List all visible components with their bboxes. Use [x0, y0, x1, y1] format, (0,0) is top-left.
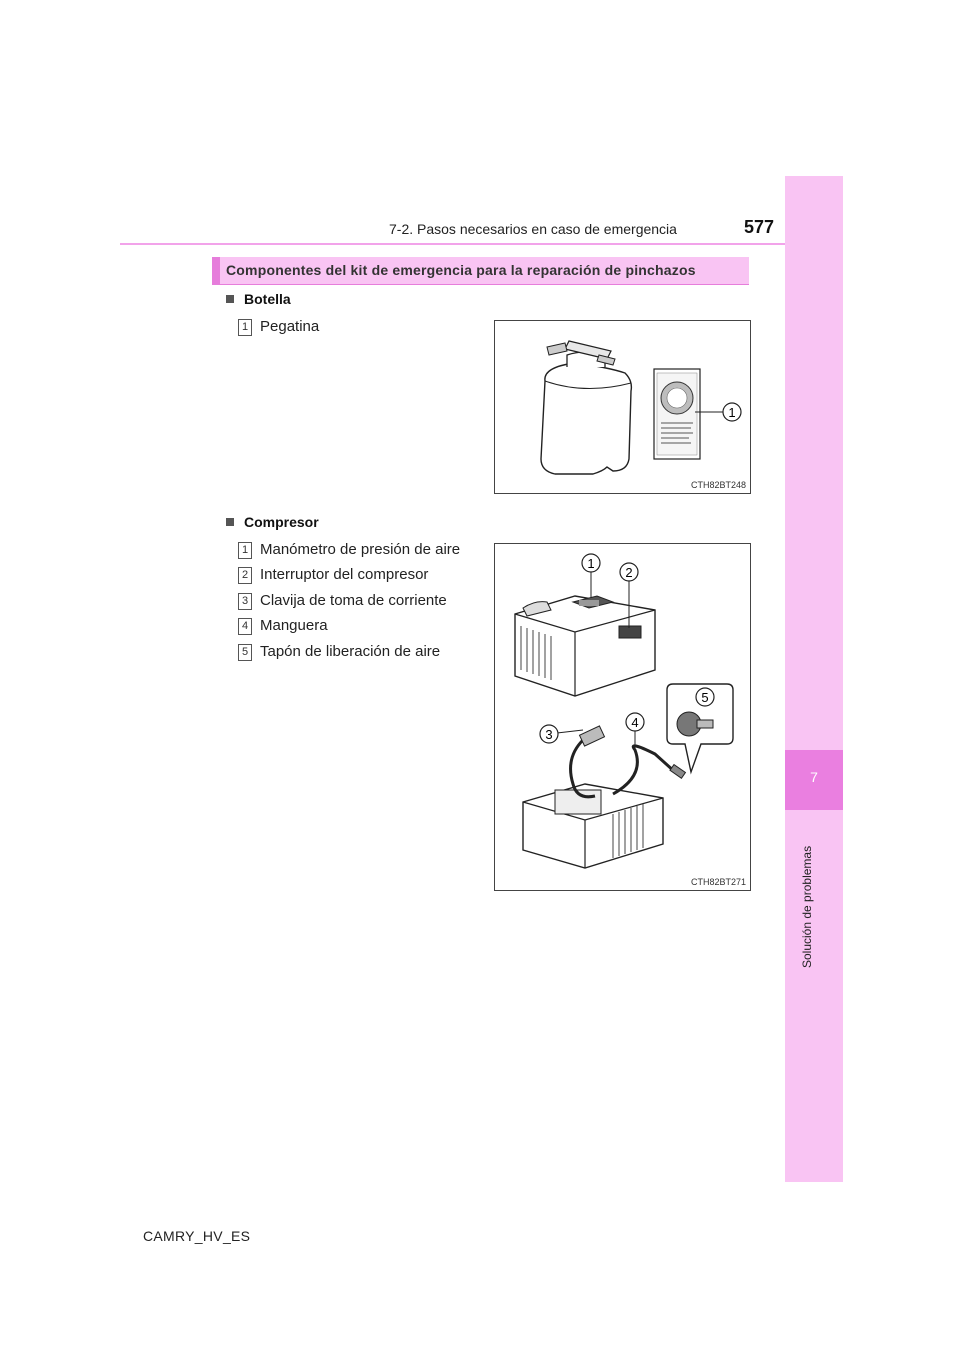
- figure-callout: 3: [545, 727, 553, 742]
- item-label: Clavija de toma de corriente: [260, 592, 447, 609]
- square-bullet-icon: [226, 518, 234, 526]
- item-number: 1: [238, 319, 252, 336]
- compressor-heading: [226, 514, 319, 530]
- bottle-heading: [226, 291, 291, 307]
- square-bullet-icon: [226, 295, 234, 303]
- figure-callout: 1: [728, 405, 736, 420]
- bottle-illustration: [495, 321, 750, 493]
- figure-callout: 1: [587, 556, 595, 571]
- header-divider: [120, 243, 785, 245]
- item-number: 3: [238, 593, 252, 610]
- chapter-tab: [785, 176, 843, 1182]
- item-label: Pegatina: [260, 318, 320, 335]
- bottle-heading-text: Botella: [244, 291, 291, 307]
- section-heading: Componentes del kit de emergencia para la reparación de pinchazos: [226, 262, 696, 278]
- compressor-item-4: [238, 617, 328, 635]
- chapter-number: 7: [810, 769, 818, 785]
- item-label: Interruptor del compresor: [260, 566, 429, 583]
- item-label: Manómetro de presión de aire: [260, 541, 461, 558]
- bottle-figure: [494, 320, 751, 494]
- footer-model-code: CAMRY_HV_ES: [143, 1228, 251, 1244]
- compressor-item-5: [238, 643, 440, 661]
- figure-code: CTH82BT271: [690, 877, 746, 887]
- figure-callout: 5: [701, 690, 709, 705]
- compressor-illustration: [495, 544, 750, 890]
- compressor-item-2: [238, 566, 428, 584]
- page-number: 577: [744, 217, 775, 237]
- item-label: Tapón de liberación de aire: [260, 643, 441, 660]
- figure-code: CTH82BT248: [690, 480, 746, 490]
- item-number: 1: [238, 542, 252, 559]
- section-heading-rule: [212, 284, 749, 285]
- item-number: 2: [238, 567, 252, 584]
- item-number: 4: [238, 618, 252, 635]
- figure-callout: 2: [625, 565, 633, 580]
- item-label: Manguera: [260, 617, 328, 634]
- chapter-label: Solución de problemas: [800, 845, 814, 968]
- compressor-figure: [494, 543, 751, 891]
- bottle-item-1: [238, 318, 319, 336]
- compressor-heading-text: Compresor: [244, 514, 319, 530]
- header-section-title: 7-2. Pasos necesarios en caso de emergencia: [389, 221, 677, 237]
- compressor-item-1: [238, 541, 460, 559]
- figure-callout: 4: [631, 715, 639, 730]
- compressor-item-3: [238, 592, 447, 610]
- item-number: 5: [238, 644, 252, 661]
